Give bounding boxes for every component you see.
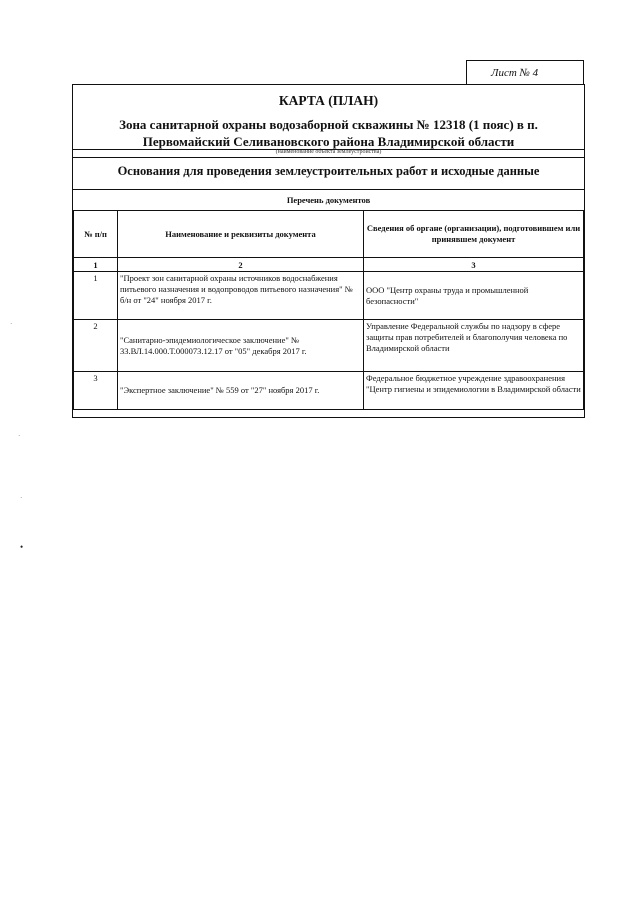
row-number: 3 bbox=[74, 372, 118, 410]
table-row bbox=[74, 320, 584, 372]
document-frame bbox=[72, 84, 585, 418]
scan-speck: • bbox=[20, 542, 24, 552]
organization-name: Федеральное бюджетное учреждение здравоохранения "Центр гигиены и эпидемиологии в Владимирской области bbox=[364, 372, 584, 410]
object-name bbox=[73, 116, 584, 150]
scan-speck: · bbox=[20, 494, 23, 502]
document-name: "Санитарно-эпидемиологическое заключение" № 33.ВЛ.14.000.Т.000073.12.17 от "05" декабря 2017 г. bbox=[118, 320, 364, 372]
column-header-document: Наименование и реквизиты документа bbox=[118, 211, 364, 258]
sheet-number-label: Лист № 4 bbox=[491, 66, 539, 79]
organization-name: Управление Федеральной службы по надзору в сфере защиты прав потребителей и благополучия человека по Владимирской области bbox=[364, 320, 584, 372]
table-row bbox=[74, 272, 584, 320]
document-name: "Проект зон санитарной охраны источников водоснабжения питьевого назначения и водопроводов питьевого назначения" № б/н от "24" ноября 2017 г. bbox=[118, 272, 364, 320]
row-number: 2 bbox=[74, 320, 118, 372]
column-header-organization: Сведения об органе (организации), подготовившем или принявшем документ bbox=[364, 211, 584, 258]
documents-table bbox=[73, 210, 584, 410]
organization-name: ООО "Центр охраны труда и промышленной безопасности" bbox=[364, 272, 584, 320]
table-header-row bbox=[74, 211, 584, 258]
column-number: 3 bbox=[364, 258, 584, 272]
document-name: "Экспертное заключение" № 559 от "27" ноября 2017 г. bbox=[118, 372, 364, 410]
basis-heading: Основания для проведения землеустроительных работ и исходные данные bbox=[117, 164, 540, 178]
documents-heading: Перечень документов bbox=[286, 195, 371, 205]
column-number-row bbox=[74, 258, 584, 272]
column-number: 2 bbox=[118, 258, 364, 272]
divider bbox=[73, 189, 584, 190]
column-number: 1 bbox=[74, 258, 118, 272]
object-name-line-2: Первомайский Селивановского района Владимирской области bbox=[142, 134, 515, 149]
document-title: КАРТА (ПЛАН) bbox=[278, 93, 379, 108]
object-name-caption: (наименование объекта землеустройства) bbox=[275, 149, 382, 155]
scan-speck: · bbox=[18, 432, 21, 440]
column-header-number: № п/п bbox=[74, 211, 118, 258]
object-name-line-1: Зона санитарной охраны водозаборной скважины № 12318 (1 пояс) в п. bbox=[119, 117, 538, 132]
row-number: 1 bbox=[74, 272, 118, 320]
divider bbox=[73, 157, 584, 158]
scan-speck: · bbox=[10, 320, 13, 328]
sheet-number-box bbox=[466, 60, 584, 84]
table-row bbox=[74, 372, 584, 410]
